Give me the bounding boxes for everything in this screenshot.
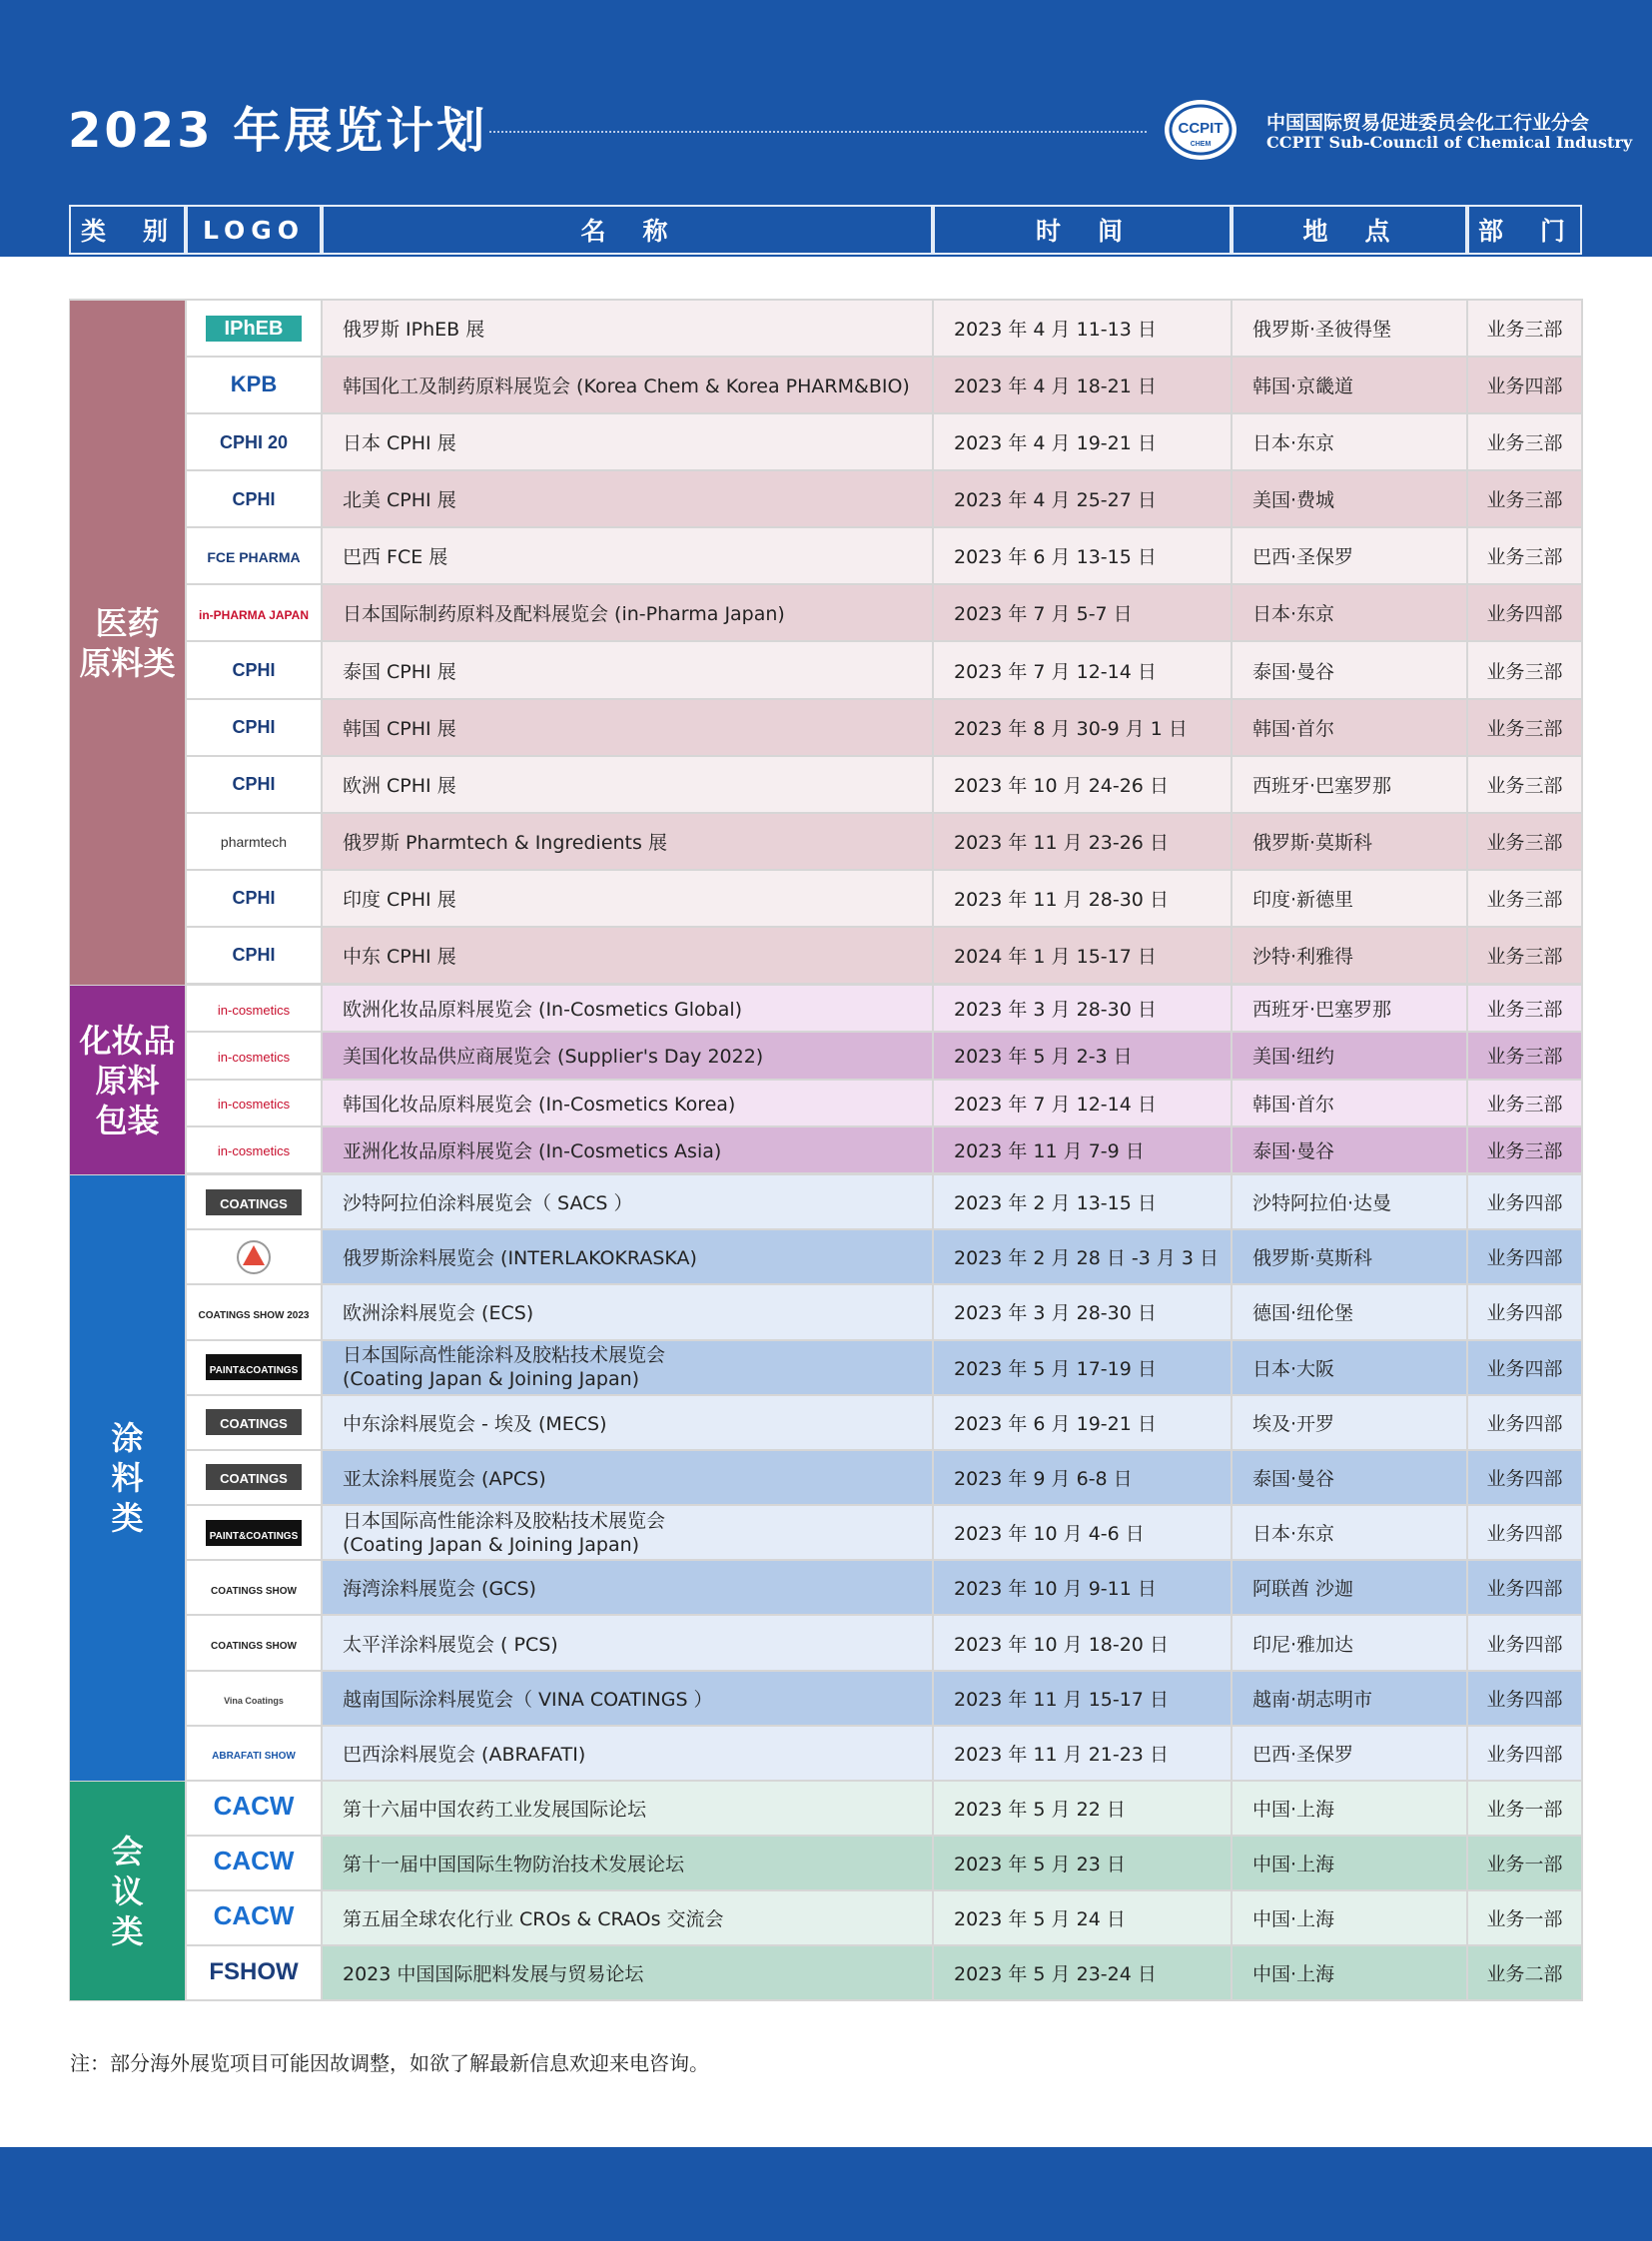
- exhibition-name: 日本国际高性能涂料及胶粘技术展览会: [343, 1509, 666, 1532]
- exhibition-dept: 业务一部: [1468, 1891, 1581, 1944]
- category-cell: [70, 1175, 185, 1781]
- exhibition-logo: [198, 1129, 310, 1169]
- logo-cell: [187, 1285, 321, 1338]
- exhibition-date: 2023 年 7 月 12-14 日: [934, 642, 1231, 697]
- svg-text:CACW: CACW: [213, 1845, 295, 1875]
- category-label: 化妆品 原料 包装: [79, 1021, 176, 1139]
- exhibition-place: 沙特·利雅得: [1233, 928, 1466, 983]
- logo-cell: [187, 1672, 321, 1725]
- column-name-header: 名 称: [322, 205, 933, 255]
- exhibition-place: 中国·上海: [1233, 1946, 1466, 1999]
- exhibition-date: 2023 年 5 月 23-24 日: [934, 1946, 1231, 1999]
- exhibition-name: 北美 CPHI 展: [343, 489, 456, 512]
- exhibition-name: 俄罗斯涂料展览会 (INTERLAKOKRASKA): [343, 1247, 697, 1270]
- exhibition-logo: [198, 1568, 310, 1608]
- exhibition-date: 2023 年 6 月 19-21 日: [934, 1396, 1231, 1449]
- svg-text:CPHI: CPHI: [232, 774, 276, 795]
- ccpit-logo: [1163, 98, 1239, 162]
- exhibition-logo: [198, 935, 310, 975]
- column-date-header: 时 间: [933, 205, 1232, 255]
- svg-text:PAINT&COATINGS: PAINT&COATINGS: [209, 1530, 299, 1542]
- exhibition-date: 2023 年 5 月 23 日: [934, 1837, 1231, 1889]
- exhibition-logo: [198, 821, 310, 861]
- exhibition-place: 日本·大阪: [1233, 1341, 1466, 1394]
- exhibition-name-cell: [323, 1946, 932, 1999]
- exhibition-date: 2023 年 10 月 9-11 日: [934, 1561, 1231, 1614]
- exhibition-name: 泰国 CPHI 展: [343, 660, 456, 683]
- exhibition-name: 日本 CPHI 展: [343, 432, 456, 455]
- exhibition-logo: [198, 1402, 310, 1442]
- exhibition-dept: 业务四部: [1468, 1396, 1581, 1449]
- svg-text:COATINGS SHOW 2023: COATINGS SHOW 2023: [198, 1309, 310, 1321]
- exhibition-name-cell: [323, 986, 932, 1031]
- column-category-header: 类 别: [69, 205, 186, 255]
- exhibition-dept: 业务三部: [1468, 700, 1581, 755]
- logo-cell: [187, 1782, 321, 1835]
- exhibition-name-cell: [323, 528, 932, 583]
- exhibition-logo: [198, 650, 310, 690]
- exhibition-logo: [198, 764, 310, 804]
- exhibition-name: 日本国际高性能涂料及胶粘技术展览会: [343, 1344, 666, 1367]
- svg-text:CPHI: CPHI: [232, 488, 276, 509]
- exhibition-dept: 业务四部: [1468, 1285, 1581, 1338]
- exhibition-name: 2023 中国国际肥料发展与贸易论坛: [343, 1963, 644, 1985]
- logo-cell: [187, 1727, 321, 1780]
- category-label: 医药 原料类: [79, 603, 176, 682]
- logo-cell: [187, 1081, 321, 1125]
- logo-cell: [187, 1341, 321, 1394]
- svg-text:in-cosmetics: in-cosmetics: [217, 1097, 291, 1113]
- exhibition-name: 韩国化妆品原料展览会 (In-Cosmetics Korea): [343, 1093, 736, 1116]
- exhibition-name: 巴西涂料展览会 (ABRAFATI): [343, 1743, 586, 1766]
- logo-cell: [187, 814, 321, 869]
- exhibition-date: 2023 年 11 月 15-17 日: [934, 1672, 1231, 1725]
- exhibition-place: 巴西·圣保罗: [1233, 528, 1466, 583]
- exhibition-place: 美国·费城: [1233, 471, 1466, 526]
- exhibition-dept: 业务三部: [1468, 928, 1581, 983]
- category-label: 涂 料 类: [111, 1419, 144, 1537]
- title-divider: [489, 131, 1147, 133]
- exhibition-date: 2023 年 8 月 30-9 月 1 日: [934, 700, 1231, 755]
- exhibition-place: 越南·胡志明市: [1233, 1672, 1466, 1725]
- exhibition-name: 欧洲化妆品原料展览会 (In-Cosmetics Global): [343, 999, 743, 1022]
- exhibition-place: 韩国·首尔: [1233, 1081, 1466, 1125]
- exhibition-name-cell: [323, 1727, 932, 1780]
- svg-text:ABRAFATI SHOW: ABRAFATI SHOW: [212, 1751, 296, 1763]
- exhibition-logo: [198, 536, 310, 576]
- exhibition-place: 泰国·曼谷: [1233, 1127, 1466, 1172]
- exhibition-name-cell: [323, 301, 932, 356]
- exhibition-place: 日本·东京: [1233, 1506, 1466, 1559]
- exhibition-place: 泰国·曼谷: [1233, 642, 1466, 697]
- exhibition-place: 埃及·开罗: [1233, 1396, 1466, 1449]
- exhibition-name-cell: [323, 1230, 932, 1283]
- exhibition-name-en: (Coating Japan & Joining Japan): [343, 1533, 640, 1556]
- exhibition-date: 2023 年 3 月 28-30 日: [934, 986, 1231, 1031]
- logo-cell: [187, 585, 321, 640]
- exhibition-name-cell: [323, 585, 932, 640]
- exhibition-place: 巴西·圣保罗: [1233, 1727, 1466, 1780]
- exhibition-logo: [198, 1898, 310, 1938]
- exhibition-name: 巴西 FCE 展: [343, 546, 448, 569]
- exhibition-name: 俄罗斯 Pharmtech & Ingredients 展: [343, 831, 667, 854]
- exhibition-name: 中东 CPHI 展: [343, 945, 456, 968]
- exhibition-logo: [198, 878, 310, 918]
- exhibition-name: 美国化妆品供应商展览会 (Supplier's Day 2022): [343, 1046, 764, 1069]
- logo-cell: [187, 642, 321, 697]
- svg-text:CACW: CACW: [213, 1790, 295, 1821]
- exhibition-date: 2023 年 11 月 21-23 日: [934, 1727, 1231, 1780]
- exhibition-logo: [198, 1457, 310, 1497]
- exhibition-name: 日本国际制药原料及配料展览会 (in-Pharma Japan): [343, 603, 785, 626]
- exhibition-name-cell: [323, 1672, 932, 1725]
- logo-cell: [187, 1946, 321, 1999]
- exhibition-logo: [198, 309, 310, 349]
- exhibition-dept: 业务四部: [1468, 1506, 1581, 1559]
- exhibition-dept: 业务三部: [1468, 642, 1581, 697]
- exhibition-name-cell: [323, 1033, 932, 1078]
- svg-text:in-cosmetics: in-cosmetics: [217, 1049, 291, 1065]
- exhibition-date: 2023 年 3 月 28-30 日: [934, 1285, 1231, 1338]
- logo-cell: [187, 1230, 321, 1283]
- exhibition-name-cell: [323, 414, 932, 469]
- exhibition-place: 中国·上海: [1233, 1782, 1466, 1835]
- exhibition-place: 西班牙·巴塞罗那: [1233, 757, 1466, 812]
- footnote: 注：部分海外展览项目可能因故调整，如欲了解最新信息欢迎来电咨询。: [70, 2051, 709, 2075]
- exhibition-name-cell: [323, 1616, 932, 1669]
- exhibition-name: 第十一届中国国际生物防治技术发展论坛: [343, 1854, 685, 1875]
- svg-text:CPHI: CPHI: [232, 945, 276, 966]
- svg-text:CHEM: CHEM: [1190, 141, 1212, 148]
- exhibition-place: 俄罗斯·圣彼得堡: [1233, 301, 1466, 356]
- exhibition-dept: 业务三部: [1468, 814, 1581, 869]
- exhibition-dept: 业务三部: [1468, 1127, 1581, 1172]
- exhibition-name-cell: [323, 1081, 932, 1125]
- exhibition-dept: 业务三部: [1468, 871, 1581, 926]
- column-dept-header: 部 门: [1467, 205, 1582, 255]
- logo-cell: [187, 871, 321, 926]
- exhibition-place: 印尼·雅加达: [1233, 1616, 1466, 1669]
- exhibition-date: 2023 年 5 月 17-19 日: [934, 1341, 1231, 1394]
- exhibition-logo: [198, 1844, 310, 1883]
- logo-cell: [187, 986, 321, 1031]
- exhibition-date: 2023 年 7 月 5-7 日: [934, 585, 1231, 640]
- exhibition-name-cell: [323, 1837, 932, 1889]
- svg-text:CPHI: CPHI: [232, 660, 276, 680]
- svg-text:COATINGS: COATINGS: [220, 1471, 288, 1487]
- exhibition-name-cell: [323, 814, 932, 869]
- exhibition-logo: [198, 1789, 310, 1829]
- exhibition-dept: 业务三部: [1468, 757, 1581, 812]
- exhibition-date: 2023 年 4 月 18-21 日: [934, 358, 1231, 412]
- logo-cell: [187, 471, 321, 526]
- exhibition-place: 韩国·京畿道: [1233, 358, 1466, 412]
- exhibition-dept: 业务四部: [1468, 1672, 1581, 1725]
- logo-cell: [187, 1837, 321, 1889]
- logo-cell: [187, 528, 321, 583]
- svg-text:COATINGS SHOW: COATINGS SHOW: [211, 1585, 297, 1597]
- exhibition-dept: 业务三部: [1468, 1081, 1581, 1125]
- exhibition-date: 2023 年 10 月 4-6 日: [934, 1506, 1231, 1559]
- svg-text:FCE PHARMA: FCE PHARMA: [207, 548, 301, 565]
- exhibition-logo: [198, 707, 310, 747]
- exhibition-place: 西班牙·巴塞罗那: [1233, 986, 1466, 1031]
- exhibition-dept: 业务三部: [1468, 471, 1581, 526]
- exhibition-name: 亚太涂料展览会 (APCS): [343, 1467, 546, 1490]
- exhibition-name-cell: [323, 871, 932, 926]
- exhibition-name: 第十六届中国农药工业发展国际论坛: [343, 1799, 647, 1821]
- logo-cell: [187, 301, 321, 356]
- exhibition-logo: [198, 1036, 310, 1076]
- exhibition-place: 韩国·首尔: [1233, 700, 1466, 755]
- svg-text:KPB: KPB: [230, 371, 278, 396]
- exhibition-name: 中东涂料展览会 - 埃及 (MECS): [343, 1412, 607, 1435]
- exhibition-date: 2023 年 11 月 28-30 日: [934, 871, 1231, 926]
- exhibition-place: 德国·纽伦堡: [1233, 1285, 1466, 1338]
- svg-text:in-cosmetics: in-cosmetics: [217, 1002, 291, 1018]
- exhibition-name-cell: [323, 1127, 932, 1172]
- exhibition-place: 俄罗斯·莫斯科: [1233, 814, 1466, 869]
- exhibition-place: 美国·纽约: [1233, 1033, 1466, 1078]
- exhibition-logo: [198, 989, 310, 1029]
- exhibition-date: 2023 年 5 月 2-3 日: [934, 1033, 1231, 1078]
- exhibition-logo: [198, 1182, 310, 1222]
- exhibition-name-cell: [323, 700, 932, 755]
- logo-cell: [187, 1616, 321, 1669]
- logo-cell: [187, 757, 321, 812]
- exhibition-dept: 业务四部: [1468, 1727, 1581, 1780]
- exhibition-logo: [198, 1623, 310, 1663]
- exhibition-date: 2023 年 2 月 28 日 -3 月 3 日: [934, 1230, 1231, 1283]
- exhibition-dept: 业务二部: [1468, 1946, 1581, 1999]
- exhibition-dept: 业务四部: [1468, 1230, 1581, 1283]
- exhibition-dept: 业务四部: [1468, 1561, 1581, 1614]
- exhibition-name: 印度 CPHI 展: [343, 888, 456, 911]
- exhibition-dept: 业务三部: [1468, 301, 1581, 356]
- exhibition-name: 太平洋涂料展览会 ( PCS): [343, 1633, 558, 1656]
- exhibition-name-cell: [323, 471, 932, 526]
- exhibition-name-cell: [323, 358, 932, 412]
- exhibition-name-cell: [323, 1782, 932, 1835]
- exhibition-name-cell: [323, 928, 932, 983]
- exhibition-name: 亚洲化妆品原料展览会 (In-Cosmetics Asia): [343, 1139, 722, 1162]
- exhibition-place: 印度·新德里: [1233, 871, 1466, 926]
- logo-cell: [187, 414, 321, 469]
- category-label: 会 议 类: [111, 1832, 144, 1950]
- logo-cell: [187, 1561, 321, 1614]
- exhibition-dept: 业务一部: [1468, 1837, 1581, 1889]
- exhibition-date: 2023 年 11 月 7-9 日: [934, 1127, 1231, 1172]
- svg-text:FSHOW: FSHOW: [209, 1957, 299, 1985]
- exhibition-name: 俄罗斯 IPhEB 展: [343, 319, 485, 342]
- svg-text:in-PHARMA JAPAN: in-PHARMA JAPAN: [199, 607, 309, 622]
- exhibition-name: 韩国化工及制药原料展览会 (Korea Chem & Korea PHARM&BIO): [343, 375, 910, 398]
- svg-text:CPHI: CPHI: [232, 717, 276, 738]
- exhibition-name: 沙特阿拉伯涂料展览会（ SACS ）: [343, 1192, 633, 1215]
- exhibition-date: 2023 年 5 月 22 日: [934, 1782, 1231, 1835]
- svg-text:in-cosmetics: in-cosmetics: [217, 1143, 291, 1159]
- svg-text:CPHI: CPHI: [232, 888, 276, 909]
- exhibition-dept: 业务四部: [1468, 585, 1581, 640]
- org-name-cn: 中国国际贸易促进委员会化工行业分会: [1266, 112, 1590, 134]
- exhibition-dept: 业务三部: [1468, 414, 1581, 469]
- logo-cell: [187, 1506, 321, 1559]
- logo-cell: [187, 700, 321, 755]
- exhibition-name: 欧洲涂料展览会 (ECS): [343, 1302, 534, 1325]
- category-cell: [70, 301, 185, 985]
- exhibition-place: 沙特阿拉伯·达曼: [1233, 1175, 1466, 1228]
- exhibition-place: 俄罗斯·莫斯科: [1233, 1230, 1466, 1283]
- exhibition-name-cell: [323, 1396, 932, 1449]
- exhibition-date: 2023 年 6 月 13-15 日: [934, 528, 1231, 583]
- exhibition-name-cell: [323, 1891, 932, 1944]
- exhibition-dept: 业务四部: [1468, 1175, 1581, 1228]
- exhibition-place: 日本·东京: [1233, 585, 1466, 640]
- exhibition-date: 2023 年 4 月 19-21 日: [934, 414, 1231, 469]
- exhibition-place: 阿联酋 沙迦: [1233, 1561, 1466, 1614]
- exhibition-date: 2023 年 9 月 6-8 日: [934, 1451, 1231, 1504]
- exhibition-logo: [198, 1733, 310, 1773]
- exhibition-name-cell: [323, 757, 932, 812]
- exhibition-logo: [198, 1237, 310, 1277]
- exhibition-name-cell: [323, 642, 932, 697]
- exhibition-name-cell: [323, 1506, 932, 1559]
- exhibition-name: 越南国际涂料展览会（ VINA COATINGS ）: [343, 1688, 713, 1711]
- logo-cell: [187, 928, 321, 983]
- page-title: 2023 年展览计划: [68, 103, 488, 159]
- logo-cell: [187, 1033, 321, 1078]
- exhibition-name: 海湾涂料展览会 (GCS): [343, 1578, 536, 1601]
- exhibition-name-cell: [323, 1341, 932, 1394]
- column-place-header: 地 点: [1232, 205, 1467, 255]
- svg-text:Vina Coatings: Vina Coatings: [224, 1696, 284, 1707]
- exhibition-logo: [198, 479, 310, 519]
- exhibition-place: 中国·上海: [1233, 1837, 1466, 1889]
- svg-text:CACW: CACW: [213, 1899, 295, 1930]
- svg-text:IPhEB: IPhEB: [224, 317, 284, 340]
- exhibition-dept: 业务四部: [1468, 1451, 1581, 1504]
- exhibition-name-en: (Coating Japan & Joining Japan): [343, 1368, 640, 1391]
- footer-band: [0, 2147, 1652, 2241]
- exhibition-date: 2023 年 10 月 24-26 日: [934, 757, 1231, 812]
- exhibition-place: 日本·东京: [1233, 414, 1466, 469]
- exhibition-logo: [198, 366, 310, 405]
- svg-text:CCPIT: CCPIT: [1178, 120, 1224, 137]
- exhibition-date: 2023 年 7 月 12-14 日: [934, 1081, 1231, 1125]
- exhibition-name-cell: [323, 1451, 932, 1504]
- exhibition-logo: [198, 593, 310, 633]
- org-name-en: CCPIT Sub-Council of Chemical Industry: [1266, 133, 1633, 152]
- exhibition-date: 2023 年 11 月 23-26 日: [934, 814, 1231, 869]
- exhibition-logo: [198, 1953, 310, 1993]
- svg-text:COATINGS: COATINGS: [220, 1195, 288, 1211]
- exhibition-dept: 业务三部: [1468, 1033, 1581, 1078]
- exhibition-logo: [198, 1678, 310, 1718]
- exhibition-logo: [198, 1347, 310, 1387]
- column-logo-header: LOGO: [186, 205, 322, 255]
- exhibition-logo: [198, 1083, 310, 1122]
- exhibition-name: 欧洲 CPHI 展: [343, 774, 456, 797]
- exhibition-dept: 业务一部: [1468, 1782, 1581, 1835]
- exhibition-date: 2023 年 4 月 25-27 日: [934, 471, 1231, 526]
- exhibition-dept: 业务四部: [1468, 1616, 1581, 1669]
- exhibition-dept: 业务三部: [1468, 528, 1581, 583]
- svg-text:COATINGS SHOW: COATINGS SHOW: [211, 1641, 297, 1653]
- exhibition-name-cell: [323, 1175, 932, 1228]
- exhibition-dept: 业务四部: [1468, 358, 1581, 412]
- exhibition-dept: 业务四部: [1468, 1341, 1581, 1394]
- logo-cell: [187, 1396, 321, 1449]
- logo-cell: [187, 1451, 321, 1504]
- svg-text:PAINT&COATINGS: PAINT&COATINGS: [209, 1365, 299, 1377]
- logo-cell: [187, 358, 321, 412]
- exhibition-date: 2023 年 2 月 13-15 日: [934, 1175, 1231, 1228]
- exhibition-place: 中国·上海: [1233, 1891, 1466, 1944]
- category-cell: [70, 1782, 185, 2000]
- exhibition-date: 2023 年 10 月 18-20 日: [934, 1616, 1231, 1669]
- category-cell: [70, 986, 185, 1174]
- exhibition-name-cell: [323, 1561, 932, 1614]
- svg-text:pharmtech: pharmtech: [220, 834, 288, 851]
- exhibition-name-cell: [323, 1285, 932, 1338]
- svg-text:COATINGS: COATINGS: [220, 1416, 288, 1432]
- logo-cell: [187, 1891, 321, 1944]
- exhibition-logo: [198, 422, 310, 462]
- exhibition-logo: [198, 1513, 310, 1553]
- exhibition-date: 2023 年 4 月 11-13 日: [934, 301, 1231, 356]
- exhibition-date: 2024 年 1 月 15-17 日: [934, 928, 1231, 983]
- exhibition-date: 2023 年 5 月 24 日: [934, 1891, 1231, 1944]
- svg-text:CPHI 20: CPHI 20: [219, 431, 289, 452]
- exhibition-place: 泰国·曼谷: [1233, 1451, 1466, 1504]
- exhibition-logo: [198, 1292, 310, 1332]
- logo-cell: [187, 1127, 321, 1172]
- logo-cell: [187, 1175, 321, 1228]
- exhibition-dept: 业务三部: [1468, 986, 1581, 1031]
- exhibition-name: 第五届全球农化行业 CROs & CRAOs 交流会: [343, 1908, 724, 1930]
- exhibition-name: 韩国 CPHI 展: [343, 717, 456, 740]
